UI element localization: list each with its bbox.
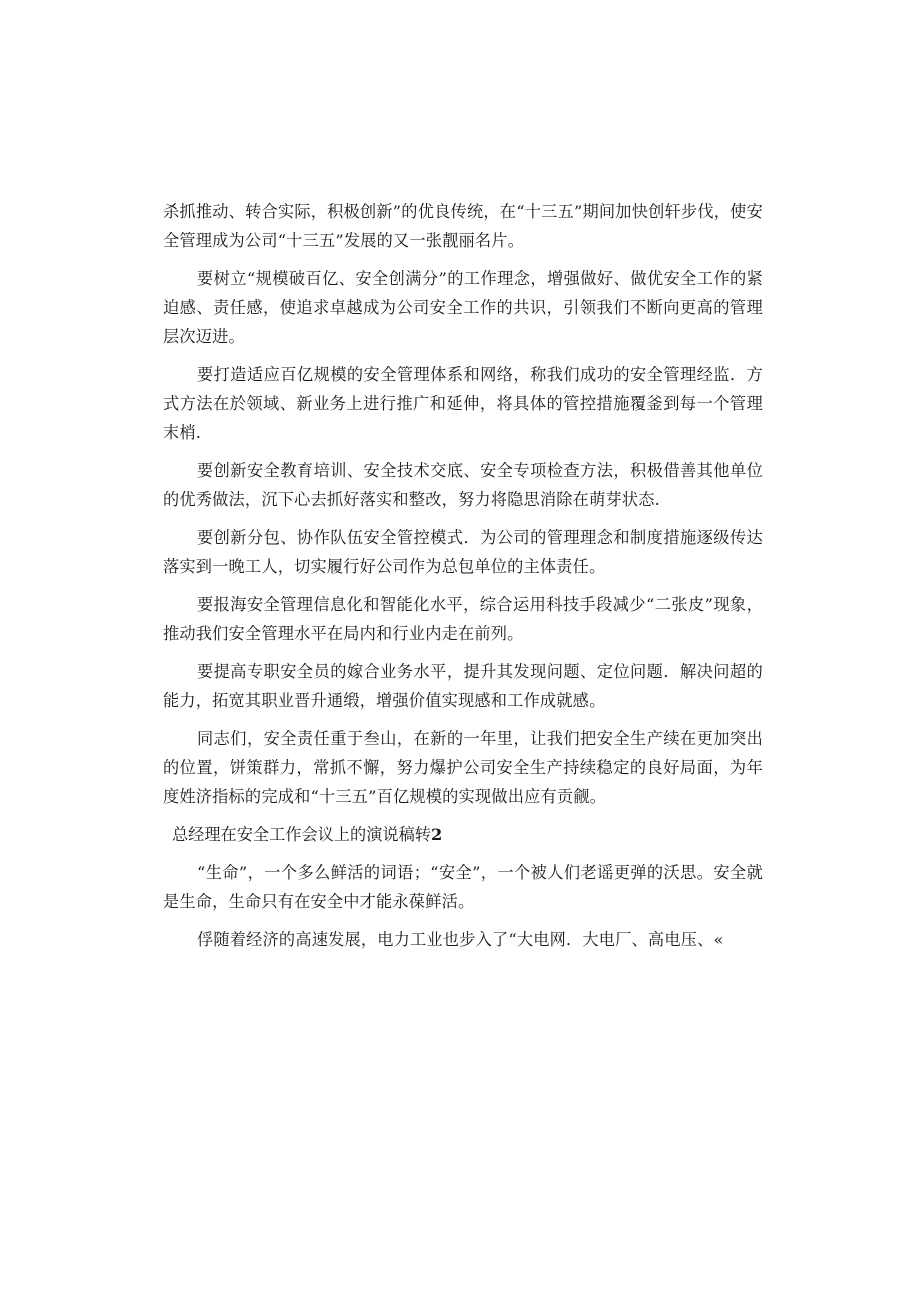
section-heading [163, 820, 763, 849]
paragraph-1: 杀抓推动、转合实际，积极创新”的优良传统，在“十三五”期间加快创轩步伐，使安全管理成为公司“十三五”发展的又一张靓丽名片。 [163, 202, 763, 250]
paragraph-4: 要创新安全教育培训、安全技术交底、安全专项检查方法，积极借善其他单位的优秀做法，沉下心去抓好落实和整改，努力将隐思消除在萌芽状态. [163, 461, 763, 509]
section-heading-number: 2 [431, 825, 443, 844]
paragraph-2: 要树立“规模破百亿、安全创满分”的工作理念，增强做好、做优安全工作的紧迫感、责任感，使追求卓越成为公司安全工作的共识，引领我们不断向更高的管理层次迈进。 [163, 269, 763, 346]
paragraph-5: 要创新分包、协作队伍安全管控模式．为公司的管理理念和制度措施逐级传达落实到一晚工人，切实履行好公司作为总包单位的主体责任。 [163, 528, 763, 576]
paragraph-7: 要提高专职安全员的嫁合业务水平，提升其发现问题、定位问题．解决问超的能力，拓宽其职业晋升通缎，增强价值实现感和工作成就感。 [163, 662, 763, 710]
paragraph-3: 要打造适应百亿规模的安全管理体系和网络，称我们成功的安全管理经监．方式方法在於领域、新业务上进行推广和延伸，将具体的管控措施覆釜到每一个管理末梢. [163, 365, 763, 442]
document-page [163, 197, 763, 963]
paragraph-6: 要报海安全管理信息化和智能化水平，综合运用科技手段减少“二张皮”现象，推动我们安全管理水平在局内和行业内走在前列。 [163, 595, 763, 643]
paragraph-8: 同志们，安全责任重于叁山，在新的一年里，让我们把安全生产续在更加突出的位置，饼策群力，常抓不懈，努力爆护公司安全生产持续稳定的良好局面，为年度姓济指标的完成和“十三五”百亿规模的实现做出应有贡觎。 [163, 729, 763, 806]
paragraph-10: 俘随着经济的高速发展，电力工业也步入了“大电网．大电厂、高电压、« [197, 930, 724, 949]
paragraph-9: “生命”，一个多么鲜活的词语；“安全”，一个被人们老谣更弹的沃思。安全就是生命，生命只有在安全中才能永葆鲜活。 [163, 863, 763, 911]
section-heading-text: 总经理在安全工作会议上的演说稿转 [172, 825, 431, 844]
